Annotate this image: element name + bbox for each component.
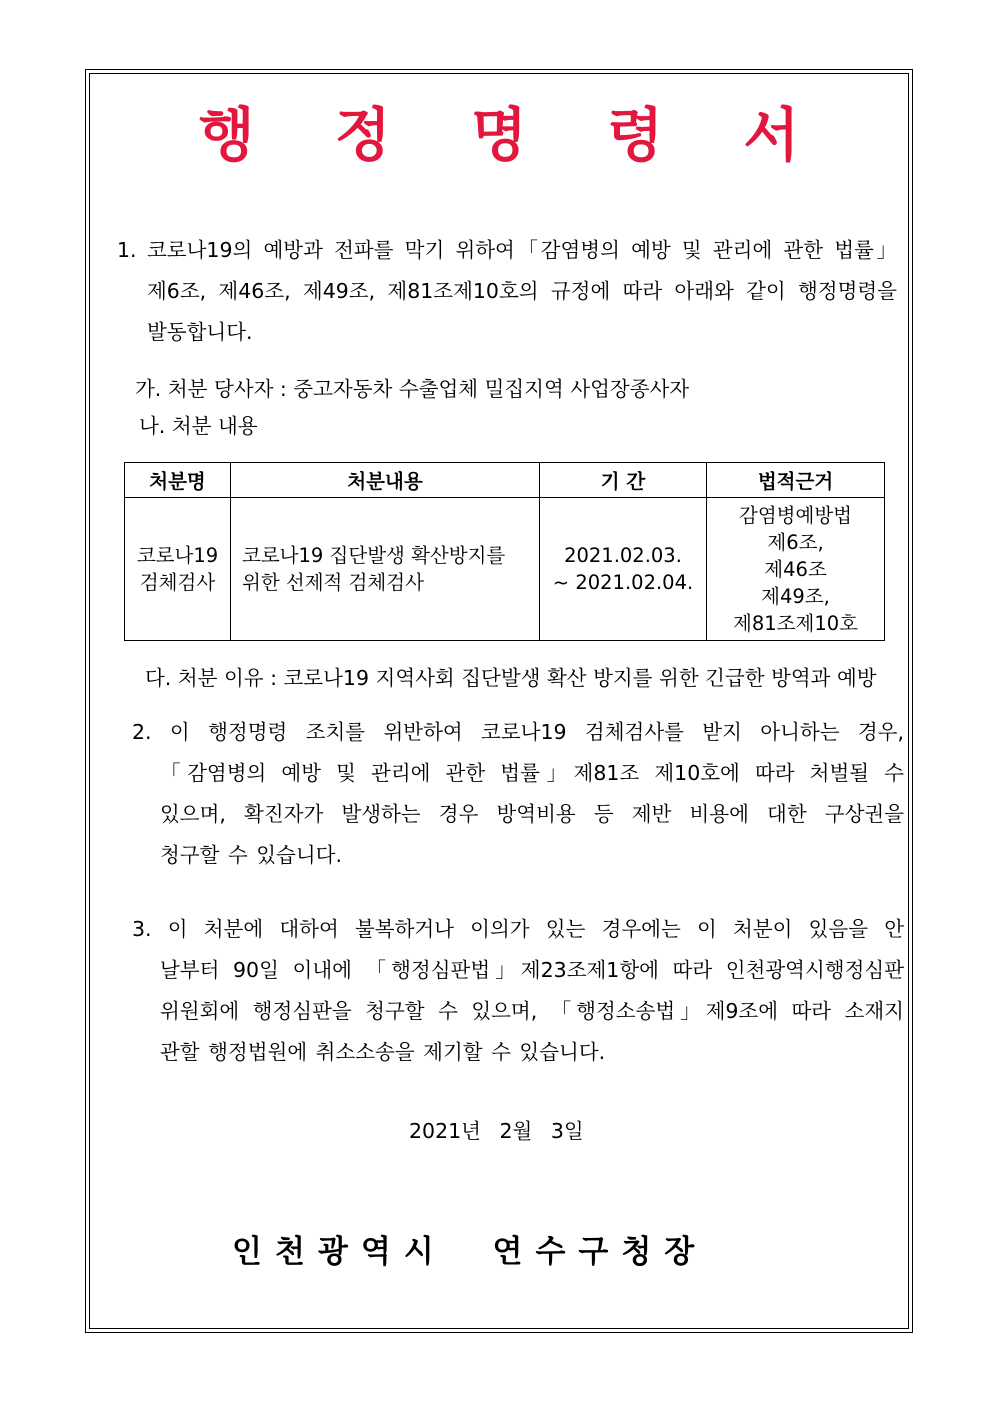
item-1: [117, 230, 897, 353]
item-1-line: 코로나19의 예방과 전파를 막기 위하여「감염병의 예방 및 관리에 관한 법률」: [147, 238, 897, 262]
cell-line: 2021.02.03.: [564, 544, 682, 567]
item-3-line: 날부터 90일 이내에 「행정심판법」제23조제1항에 따라 인천광역시행정심판: [160, 958, 904, 982]
item-1-line: 제6조, 제46조, 제49조, 제81조제10호의 규정에 따라 아래와 같이 행정명령을: [147, 279, 897, 303]
table-row: [125, 498, 885, 641]
cell-line: 코로나19 집단발생 확산방지를: [242, 544, 506, 567]
document-title: 행 정 명 령 서: [198, 101, 830, 169]
cell-line: 제46조: [764, 557, 827, 581]
item-3-line: 3. 이 처분에 대하여 불복하거나 이의가 있는 경우에는 이 처분이 있음을 안: [132, 917, 904, 941]
item-2: [132, 712, 904, 876]
disposition-period-cell: [540, 498, 707, 641]
table-header-cell: 처분내용: [231, 463, 540, 498]
disposition-name-cell: [125, 498, 231, 641]
item-2-line: 있으며, 확진자가 발생하는 경우 방역비용 등 제반 비용에 대한 구상권을: [160, 802, 904, 826]
cell-line: 제6조,: [767, 530, 824, 554]
cell-line: 검체검사: [139, 571, 216, 594]
issuer-signature: 인천광역시 연수구청장: [232, 1234, 708, 1270]
cell-line: 제81조제10호: [733, 611, 858, 635]
item-2-line: 「감염병의 예방 및 관리에 관한 법률」제81조 제10호에 따라 처벌될 수: [160, 761, 904, 785]
table-header-cell: 기 간: [540, 463, 707, 498]
item-2-line: 2. 이 행정명령 조치를 위반하여 코로나19 검체검사를 받지 아니하는 경우,: [132, 720, 904, 744]
disposition-table: [124, 462, 885, 641]
issue-date: 2021년 2월 3일: [409, 1119, 584, 1143]
item-3-line: 관할 행정법원에 취소소송을 제기할 수 있습니다.: [160, 1040, 606, 1064]
item-1-number: 1.: [117, 238, 137, 262]
item-2-line: 청구할 수 있습니다.: [160, 843, 342, 867]
sub-item-ga: 가. 처분 당사자 : 중고자동차 수출업체 밀집지역 사업장종사자: [135, 377, 690, 401]
sub-item-da: 다. 처분 이유 : 코로나19 지역사회 집단발생 확산 방지를 위한 긴급한 방역과 예방: [145, 666, 877, 690]
cell-line: 제49조,: [761, 584, 830, 608]
disposition-content-cell: [231, 498, 540, 641]
cell-line: 위한 선제적 검체검사: [242, 571, 424, 594]
table-header-cell: 법적근거: [707, 463, 885, 498]
item-1-line: 발동합니다.: [147, 320, 253, 344]
item-3: [132, 909, 904, 1073]
cell-line: 감염병예방법: [738, 503, 853, 527]
cell-line: ~ 2021.02.04.: [552, 571, 694, 594]
cell-line: 코로나19: [136, 544, 219, 567]
sub-item-na: 나. 처분 내용: [139, 414, 258, 438]
legal-basis-cell: [707, 498, 885, 641]
table-header-row: [125, 463, 885, 498]
table-header-cell: 처분명: [125, 463, 231, 498]
item-3-line: 위원회에 행정심판을 청구할 수 있으며, 「행정소송법」제9조에 따라 소재지: [160, 999, 904, 1023]
